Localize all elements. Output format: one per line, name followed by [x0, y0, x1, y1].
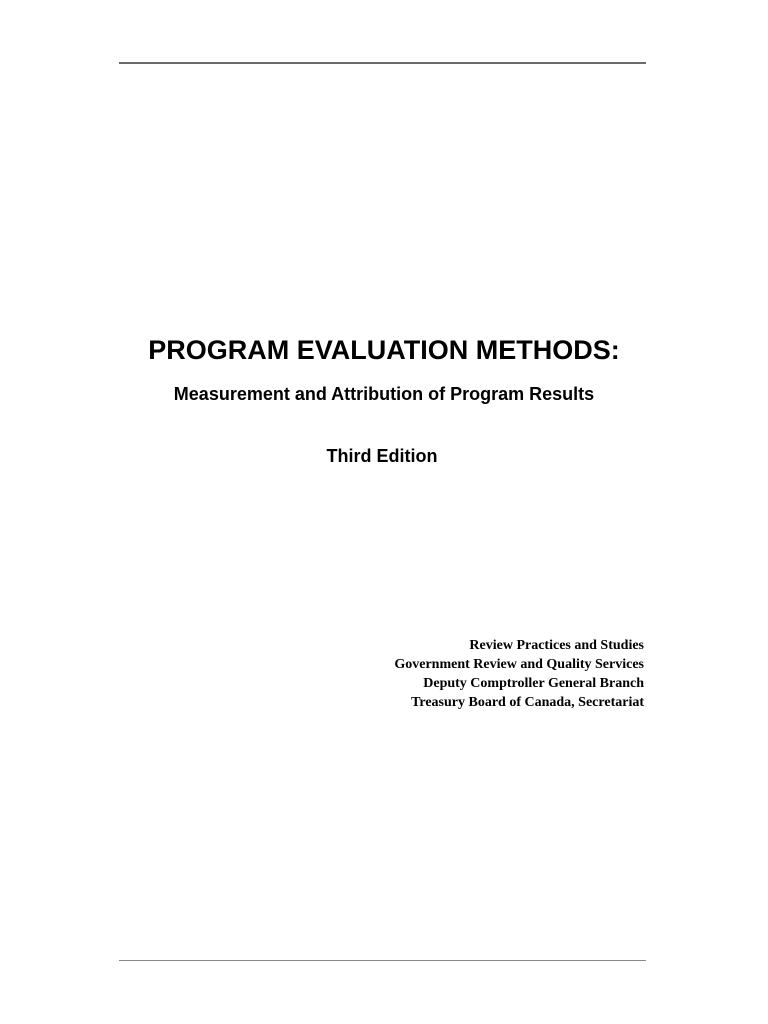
- publisher-line: Treasury Board of Canada, Secretariat: [411, 695, 644, 710]
- publisher-line: Government Review and Quality Services: [394, 657, 644, 672]
- document-edition: Third Edition: [326, 446, 438, 466]
- document-title: PROGRAM EVALUATION METHODS:: [148, 335, 620, 365]
- bottom-divider: [119, 960, 646, 961]
- top-divider: [119, 62, 646, 64]
- publisher-block: [394, 636, 644, 712]
- document-subtitle: Measurement and Attribution of Program Results: [173, 384, 595, 404]
- publisher-line: Review Practices and Studies: [469, 638, 644, 653]
- publisher-line: Deputy Comptroller General Branch: [423, 676, 644, 691]
